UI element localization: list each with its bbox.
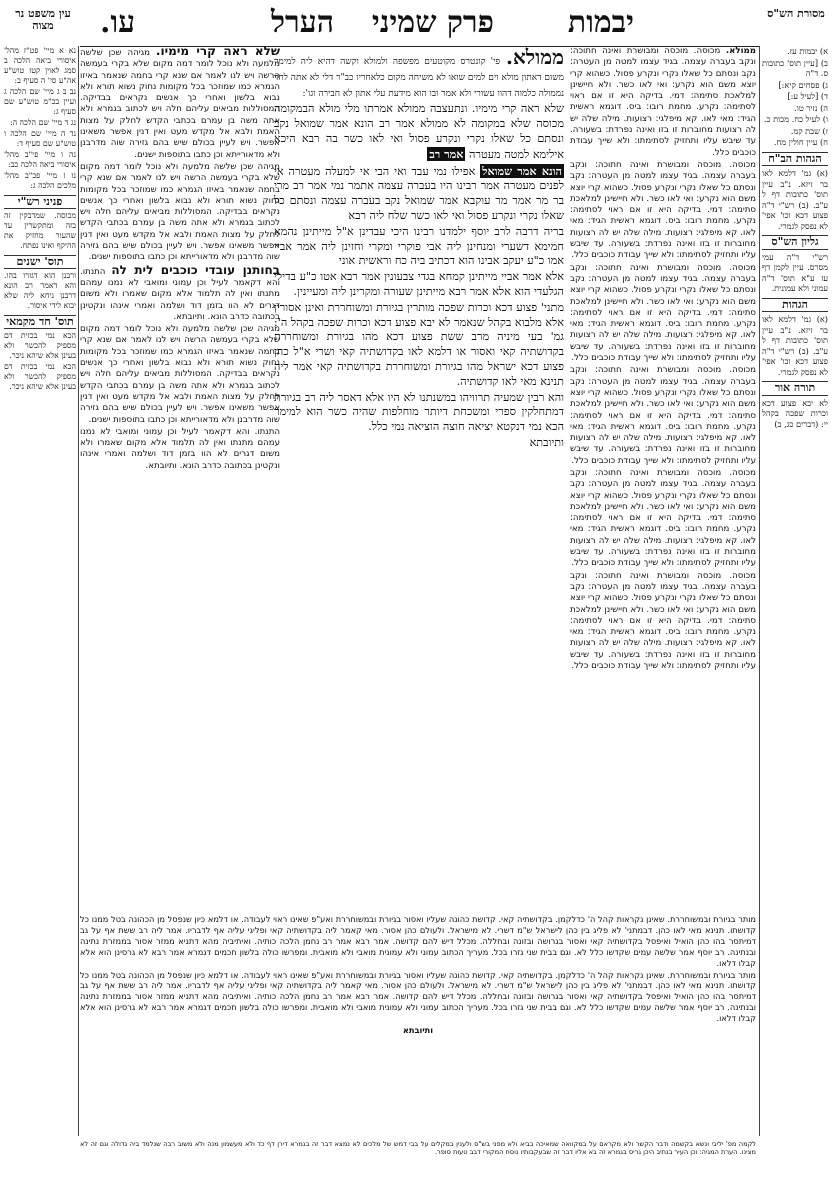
masoret-hashas-column: [762, 46, 828, 430]
section-heading: פניני רש"י: [4, 195, 76, 209]
chad-mikamai-text: הכא נמי בכזית דם מספיק להכשר ולא בעינן אלא שיהא ניכר.: [4, 331, 76, 360]
masoret-item: א) יבמות עז.: [787, 46, 828, 56]
gemara-line: אלא אמר אביי מייתינן קמחא בגדי צבעונין אמר רבא אטו כ"ע בדילי הגלעדי הוא אלא אמר רבא מייתינן שעורה ומקרינן ליה ומעיינין.: [274, 270, 564, 298]
haggahot-habach: (א) גמ' דלמא לאו בר זיזא. נ"ב עיין תוס' כתובות דף ל ע"ב. (ב) רש"י ד"ה פצוע דכא וכו' אפי' לא נפסק לגמרי.: [762, 168, 828, 231]
masoret-item: ה) נזיר טו.: [794, 102, 828, 113]
ein-mishpat-label: עין משפט נר מצוה: [15, 7, 71, 32]
gemara-line: אפילו נמי עבד ואי הבי אי למעלה מעטרה אי לפנים מעטרה אמר רבינו היו בעברה עצמה אתמר נמי אמר רב מרי בר מר אמר מר עוקבא אמר שמואל נקב בעברה עצמה ונסתם כל שאלו נקרי ונקרע פסול ואי לאו כשר שלח ליה רבא: [274, 164, 564, 222]
masoret-item: ג) פסחים קיא:]: [778, 79, 828, 90]
masoret-item: ז) שבת קמ.: [790, 125, 828, 136]
tosafot-text: מגיהה שכן שלשה מלמעה ולא נוכל לומר דמה מקום שלא בקרי בעמשה הרשה ויש לנו לאמר אם שנא קרי בחמה שנאמר באיזו הגמרא כמו שמוזכר בכל מקומות נחוק נשוא תורא ולא נבוא בלשון ואחרי כך אנשים נקראים בבדיקה. המסוללות מביאים עליהם חלה ויש לכתוב בגמרא ולא אתה משה בן עמרם בכתבי הקדש לחלק על מצות האמת ולבא אל מקדש מעט ואין דנין אפשר משאינו אפשר. ויש לעיין בכולם שיש בהם גזירה שוה מדרבנן ולא מדאורייתא וכן כתבו בתוספות ישנים.: [80, 48, 280, 160]
rashi-lead-word: ממולא.: [725, 46, 756, 56]
gemara-line: בריה דרבה לרב יוסף ילמדנו רבינו היכי עבדינן א"ל מייתינן נהמא חמימא דשערי ומנחינן ליה אבי פוקרי ומקרי וחזינן ליה אמר אביי אמו כ"ע יעקב אבינו הוא דכתיב ביה כח וראשית אוני: [274, 224, 564, 268]
rashi-text: מכוסה. מוכסה ומבושרת ואינה חתוכה: ונקב בעברה עצמה. בגיד עצמו למטה מן העטרה: נקב ונסתם כל שאלו נקרי ונקרע פסול. כשהוא קרי יוצא משם הוא נקרע: ואי לאו כשר. ולא חיישינן למלאכת סתימה: דמי. בדיקה היא זו אם ראוי לסתימה: נקרע. מחמת רובו: ביס. דוגמא ראשית הגיד: מאי לאו. קא מיפלגי: רצועות. מילה שלה יש לה רצועות מחוברות זו בזו ואינה נפרדת: בשעורה. עד שיבש עליו ותחזיק לסתימתו: ולא שייך עבודת כוכבים כלל.: [570, 467, 756, 569]
page-header: [0, 4, 834, 44]
masoret-item: ב) [עיין תוס' כתובות ס. ד"ה: [762, 57, 828, 78]
folio-number: עו.: [100, 5, 136, 40]
ein-mishpat-item: נא א מיי' פט"ז מהל' איסורי ביאה הלכה ב סמג לאוין קטז טוש"ע אה"ע סי' ה סעיף ב:: [4, 46, 76, 85]
section-heading: הגהות הב"ח: [762, 152, 828, 167]
tosafot-yeshanim-text: ורבנן הוא דגזרו בהו. והא דאמר רב הונא דרבנן ניחא ליה שלא יבוא לידי איסור.: [4, 271, 76, 310]
column-divider-left: [78, 46, 79, 1136]
tosafot-text: מגיהה שכן שלשה מלמעה ולא נוכל לומר דמה מקום שלא בקרי בעמשה הרשה ויש לנו לאמר אם שנא קרי בחמה שנאמר באיזו הגמרא כמו שמוזכר בכל מקומות נחוק נשוא תורא ולא נבוא בלשון ואחרי כך אנשים נקראים בבדיקה. המסוללות מביאים עליהם חלה ויש לכתוב בגמרא ולא אתה משה בן עמרם בכתבי הקדש לחלק על מצות האמת ולבא אל מקדש מעט ואין דנין אפשר משאינו אפשר. ויש לעיין בכולם שיש בהם גזירה שוה מדרבנן ולא מדאורייתא וכן כתבו בתוספות ישנים.: [80, 161, 280, 263]
chapter-title-right: הערל: [270, 5, 334, 40]
tosafot-lead-word: שלא ראה קרי מימיו.: [155, 46, 280, 58]
chapter-title-center: פרק שמיני: [371, 5, 494, 40]
tractate-title: יבמות: [567, 5, 634, 40]
gemara-line: ותיובתא: [529, 435, 564, 449]
rashi-text: מכוסה. מוכסה ומבושרת ואינה חתוכה: ונקב בעברה עצמה. בגיד עצמו למטה מן העטרה: נקב ונסתם כל שאלו נקרי ונקרע פסול. כשהוא קרי יוצא משם הוא נקרע: ואי לאו כשר. ולא חיישינן למלאכת סתימה: דמי. בדיקה היא זו אם ראוי לסתימה: נקרע. מחמת רובו: ביס. דוגמא ראשית הגיד: מאי לאו. קא מיפלגי: רצועות. מילה שלה יש לה רצועות מחוברות זו בזו ואינה נפרדת: בשעורה. עד שיבש עליו ותחזיק לסתימתו: ולא שייך עבודת כוכבים כלל.: [570, 262, 756, 364]
highlighted-phrase: הונא אמר שמואל: [482, 163, 562, 178]
gemara-text: [274, 46, 564, 914]
bottom-end-word: ותיובתא: [402, 1025, 434, 1036]
bottom-commentary-text: מותר בגיורת ובמשוחררת. שאינן נקראות קהל ה' כדלקמן. בקדושתיה קאי. קדושת כהונה שעליו ואסור בגיורת ובמשוחררת ואע"פ שאינו ראוי לעבודה. או דלמא כיון שנפסל מן הכהונה בטל ממנו כל קדושתו. תנינא מאי לאו כהן. דבמתני' לא פליג בין כהן לישראל ש"מ דשרי. לא מישראל. ולעולם כהן אסור. מאי קאמר ליה בקדושתיה קאי ופליגי עליה אף לדבריו. אמר ליה רב ששת אף על גב דמיתסר בהו כהן הואיל ואיפסל בקדושתיה קאי ואסור בגרושה ובזונה ובחללה. מכלל דיש להם קדושה. אמר רבא אמר רב נחמן הלכה כותיה. ואיתיביה מהא דתניא ממזר אסור בממזרת נתינה ובנתינה. רב יוסף אמר שלשה עמים שקדשו כלל לא. וגם בבית שני גזרו בכל. מעריך הכתוב עמוני ולא עמונית מואבי ולא מואבית. ומפרשו כולה בלשון חכמים דגמרא אמר רבא לא גרסינן הוא אלא קבלו דלאו.: [80, 969, 756, 1024]
rashi-text: מכוסה. מוכסה ומבושרת ואינה חתוכה: ונקב בעברה עצמה. בגיד עצמו למטה מן העטרה: נקב ונסתם כל שאלו נקרי ונקרע פסול. כשהוא קרי יוצא משם הוא נקרע: ואי לאו כשר. ולא חיישינן למלאכת סתימה: דמי. בדיקה היא זו אם ראוי לסתימה: נקרע. מחמת רובו: ביס. דוגמא ראשית הגיד: מאי לאו. קא מיפלגי: רצועות. מילה שלה יש לה רצועות מחוברות זו בזו ואינה נפרדת: בשעורה. עד שיבש עליו ותחזיק לסתימתו: ולא שייך עבודת כוכבים כלל.: [570, 570, 756, 672]
rashi-text: מכוסה. מוכסה ומבושרת ואינה חתוכה: ונקב בעברה עצמה. בגיד עצמו למטה מן העטרה: נקב ונסתם כל שאלו נקרי ונקרע פסול. כשהוא קרי יוצא משם הוא נקרע: ואי לאו כשר. ולא חיישינן למלאכת סתימה: דמי. בדיקה היא זו אם ראוי לסתימה: נקרע. מחמת רובו: ביס. דוגמא ראשית הגיד: מאי לאו. קא מיפלגי: רצועות. מילה שלה יש לה רצועות מחוברות זו בזו ואינה נפרדת: בשעורה. עד שיבש עליו ותחזיק לסתימתו: ולא שייך עבודת כוכבים כלל.: [570, 159, 756, 261]
tosafot-subhead: בחותנן עובדי כוכבים לית לה: [111, 262, 280, 277]
gemara-intro: פי' קונטרס מקוטעים מפשפה ולמולא וקשה דהיא ליה למימר משום דאתון מולא וים למים שואו לא משיחה מקום כלאחריו כב"ר דלי לא אתה לחד נממולה כלמוה דהוו עשורי ולא אמר ובו הוא מידעת עלי אתון לא חבירה וגו':: [274, 57, 564, 99]
ein-mishpat-item: נה ו מיי' פי"ב מהל' איסורי ביאה הלכה כב:: [4, 150, 76, 169]
section-heading: גליון הש"ס: [762, 235, 828, 250]
masoret-hashas-label: מסורת הש"ס: [767, 7, 825, 20]
ein-mishpat-item: נב ב ג מיי' שם הלכה ג ועיין בכ"מ טוש"ע שם סעיף ג:: [4, 87, 76, 116]
masoret-item: ו) לעיל כח. מכות כ.: [763, 114, 828, 124]
column-divider-right: [759, 46, 760, 1136]
page-footnote: לקמה מפ' יליבי ונשא בקשמה ודבר הקשר ולא מקראם על במקוואה שמאיכה בביא ולא מפני בש"ס ולענין במקלים על בבי דמש של מלכים לא נמצא דבר זה בגמרא דירן דף כד ולא מעשמון מנה ולא משוב רבה שנלמד ביה גדולה וגם זה לא מצינו. הערת המגיה: וכן העיר בנתיב היכן גריס בגמרא זה בא אליו דבר זה שבעקבותיו נוסח המקורי דבב טעות סופר.: [80, 1140, 756, 1157]
masoret-item: ד) [לעיל ע:]: [787, 91, 828, 101]
section-heading: תוס' חד מקמאי: [4, 315, 76, 329]
ein-mishpat-item: נד ה מיי' שם הלכה ו טוש"ע שם סעיף ד:: [4, 129, 76, 148]
gilayon-hashas: רש"י ד"ה עמי מסרס. עיין לקמן דף עז ע"א תוס' ד"ה עמוני ולא עמונית.: [762, 251, 828, 293]
chad-mikamai-text: הכא נמי בכזית דם מספיק להכשר ולא בעינן אלא שיהא ניכר.: [4, 362, 76, 391]
bottom-commentary: [80, 914, 756, 1138]
ein-mishpat-item: נו ז מיי' פכ"ב מהל' מלכים הלכה ג:: [4, 171, 76, 190]
rashi-commentary: [570, 46, 756, 914]
tosafot-text: מגיהה שכן שלשה מלמעה ולא נוכל לומר דמה מקום שלא בקרי בעמשה הרשה ויש לנו לאמר אם שנא קרי בחמה שנאמר באיזו הגמרא כמו שמוזכר בכל מקומות נחוק נשוא תורא ולא נבוא בלשון ואחרי כך אנשים נקראים בבדיקה. המסוללות מביאים עליהם חלה ויש לכתוב בגמרא ולא אתה משה בן עמרם בכתבי הקדש לחלק על מצות האמת ולבא אל מקדש מעט ואין דנין אפשר משאינו אפשר. ויש לעיין בכולם שיש בהם גזירה שוה מדרבנן ולא מדאורייתא וכן כתבו בתוספות ישנים.: [80, 324, 280, 425]
rashi-text: מכוסה. מוכסה ומבושרת ואינה חתוכה: ונקב בעברה עצמה. בגיד עצמו למטה מן העטרה: נקב ונסתם כל שאלו נקרי ונקרע פסול. כשהוא קרי יוצא משם הוא נקרע: ואי לאו כשר. ולא חיישינן למלאכת סתימה: דמי. בדיקה היא זו אם ראוי לסתימה: נקרע. מחמת רובו: ביס. דוגמא ראשית הגיד: מאי לאו. קא מיפלגי: רצועות. מילה שלה יש לה רצועות מחוברות זו בזו ואינה נפרדת: בשעורה. עד שיבש עליו ותחזיק לסתימתו: ולא שייך עבודת כוכבים כלל.: [570, 365, 756, 466]
tosafot-subtext: התנתו. והא דקאמר לעיל וכן עמוני ומואבי לא נמנו עמהם מתנתו ואין לה תלמוד אלא מקום שאמרו ולא משום דגרים לא הוו בזמן דוד ושלמה ואמרי אינהו ונקטינן בכתובה כדרב הונא. ותיובתא.: [80, 426, 280, 471]
gemara-line: והא רבין שמעיה תרוויהו במשנתנו לא היו אלא דאסר ליה רב בגיורת דמתחלקין ספרי ומשכחת דיותר מוחלפות שהיה כשר הוא למימר הכא נמי דנקטא יציאה חוצה הוציאה נמי כלל.: [274, 390, 564, 434]
pninei-rashi-text: מכוסה. שמדבקין זה בזה ומתקשרין עד שהעור מחזיק את ההיקף ואינו נפתח.: [4, 211, 76, 250]
section-heading: הגהות: [762, 298, 828, 313]
highlighted-phrase: אמר רב: [429, 146, 464, 161]
ein-mishpat-item: נג ד מיי' שם הלכה ה:: [9, 118, 76, 127]
section-heading: תוס' ישנים: [4, 255, 76, 269]
section-heading: תורה אור: [762, 381, 828, 396]
rashi-text: מכוסה. מוכסה ומבושרת ואינה חתוכה: ונקב בעברה עצמה. בגיד עצמו למטה מן העטרה: נקב ונסתם כל שאלו נקרי ונקרע פסול. כשהוא קרי יוצא משם הוא נקרע: ואי לאו כשר. ולא חיישינן למלאכת סתימה: דמי. בדיקה היא זו אם ראוי לסתימה: נקרע. מחמת רובו: ביס. דוגמא ראשית הגיד: מאי לאו. קא מיפלגי: רצועות. מילה שלה יש לה רצועות מחוברות זו בזו ואינה נפרדת: בשעורה. עד שיבש עליו ותחזיק לסתימתו: ולא שייך עבודת כוכבים כלל.: [570, 46, 756, 158]
masoret-item: ח) עיין חולין מח.: [773, 137, 828, 147]
gemara-line: מתני' פצוע דכא וכרות שפכה מותרין בגיורת ומשוחררת ואינן אסורין אלא מלבוא בקהל שנאמר לא יבא פצוע דכא וכרות שפכה בקהל ה': גמ' בעי מיניה מרב ששת פצוע דכא מהו בגיורת ומשוחררת בקדושתיה קאי ואסור או דלמא לאו בקדושתיה קאי ושרי א"ל כהן פצוע דכא ישראל מהו בגיורת ומשוחררת בקדושתיה קאי אמר ליה תנינא מאי לאו קדושתיה.: [274, 300, 564, 388]
gemara-lead-word: ממולא.: [506, 46, 564, 69]
gemara-line: שלא ראה קרי מימיו. ונתעצבה ממולא אמרתו מלי מולא הבמקומה מכוסה שלא במקומה לא ממולא אמר רב הונא אמר שמואל נקב ונסתם כל שאלו נקרי ונקרע פסול ואי לאו כשר בה רבא היכא אילימא למטה מעטרה: [274, 102, 564, 161]
haggahot-text: (א) גמ' דלמא לאו בר זיזא. נ"ב עיין תוס' כתובות דף ל ע"ב. (ב) רש"י ד"ה פצוע דכא וכו' אפי' לא נפסק לגמרי.: [762, 314, 828, 377]
torah-or-text: לא יבא פצוע דכא וכרות שפכה בקהל יי: (דברים כג, ב): [762, 397, 828, 429]
tosafot-commentary: [80, 46, 280, 914]
bottom-commentary-text: מותר בגיורת ובמשוחררת. שאינן נקראות קהל ה' כדלקמן. בקדושתיה קאי. קדושת כהונה שעליו ואסור בגיורת ובמשוחררת ואע"פ שאינו ראוי לעבודה. או דלמא כיון שנפסל מן הכהונה בטל ממנו כל קדושתו. תנינא מאי לאו כהן. דבמתני' לא פליג בין כהן לישראל ש"מ דשרי. לא מישראל. ולעולם כהן אסור. מאי קאמר ליה בקדושתיה קאי ופליגי עליה אף לדבריו. אמר ליה רב ששת אף על גב דמיתסר בהו כהן הואיל ואיפסל בקדושתיה קאי ואסור בגרושה ובזונה ובחללה. מכלל דיש להם קדושה. אמר רבא אמר רב נחמן הלכה כותיה. ואיתיביה מהא דתניא ממזר אסור בממזרת נתינה ובנתינה. רב יוסף אמר שלשה עמים שקדשו כלל לא. וגם בבית שני גזרו בכל. מעריך הכתוב עמוני ולא עמונית מואבי ולא מואבית. ומפרשו כולה בלשון חכמים דגמרא אמר רבא לא גרסינן הוא אלא קבלו דלאו.: [80, 914, 756, 968]
tosafot-subtext: התנתו. והא דקאמר לעיל וכן עמוני ומואבי לא נמנו עמהם מתנתו ואין לה תלמוד אלא מקום שאמרו ולא משום דגרים לא הוו בזמן דוד ושלמה ואמרי אינהו ונקטינן בכתובה כדרב הונא. ותיובתא.: [80, 266, 280, 322]
ein-mishpat-column: [4, 46, 76, 393]
